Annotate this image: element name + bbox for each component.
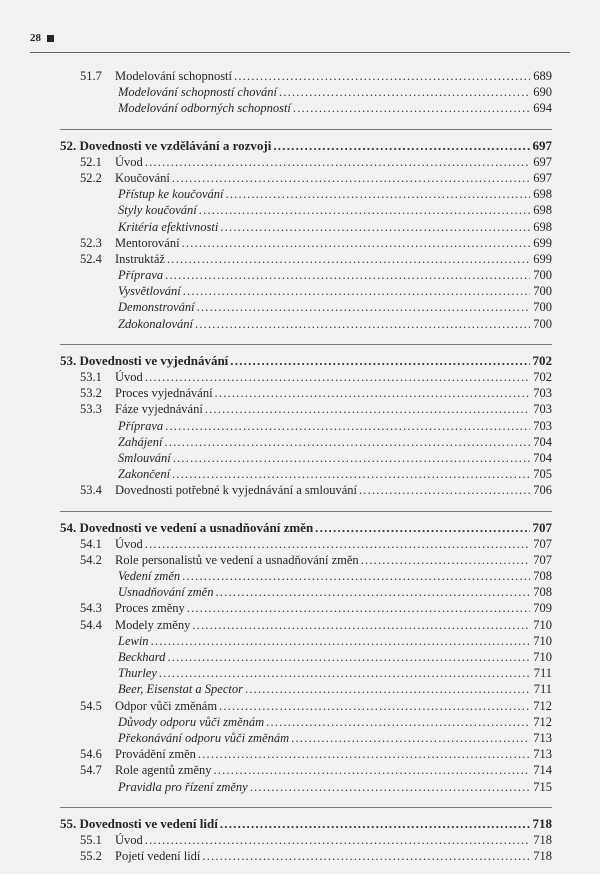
- toc-entry-55-1: [60, 832, 552, 848]
- page-ref: 707: [533, 552, 552, 567]
- page-ref: 690: [533, 85, 552, 100]
- entry-title: Beckhard: [118, 650, 166, 664]
- page-ref: 703: [533, 418, 552, 433]
- dot-leader: [199, 202, 530, 218]
- toc-subentry: [60, 568, 552, 584]
- toc-entry-54-3: [60, 600, 552, 616]
- section-number: 52.1: [80, 154, 102, 169]
- entry-title: Zahájení: [118, 434, 163, 449]
- entry-title: Smlouvání: [118, 450, 171, 465]
- section-number: 51.7: [80, 69, 102, 83]
- entry-title: Provádění změn: [115, 747, 196, 762]
- toc-subentry: [60, 186, 552, 202]
- entry-title: Zakončení: [118, 467, 171, 482]
- entry-title: Proces vyjednávání: [115, 386, 213, 401]
- page-number: 28: [30, 32, 41, 44]
- page-ref: 707: [533, 536, 552, 551]
- entry-title: Odpor vůči změnám: [115, 698, 218, 713]
- toc-subentry: [60, 434, 552, 450]
- page-ref: 705: [533, 467, 552, 482]
- page-ref: 700: [533, 300, 552, 315]
- toc-chapter-53: [60, 353, 552, 369]
- toc-subentry: [60, 418, 552, 434]
- square-marker-icon: [47, 35, 54, 42]
- page-ref: 714: [533, 763, 552, 778]
- entry-title: Důvody odporu vůči změnám: [118, 714, 265, 729]
- section-number: 53.1: [80, 370, 102, 384]
- dot-leader: [192, 617, 530, 633]
- chapter-title: 53. Dovednosti ve vyjednávání: [60, 352, 229, 368]
- toc-subentry: [60, 299, 552, 315]
- toc-subentry: [60, 633, 552, 649]
- toc-entry-51-7: [60, 68, 552, 84]
- page-ref: 700: [533, 284, 552, 299]
- chapter-number: 54.: [60, 519, 77, 535]
- page-ref: 698: [533, 187, 552, 202]
- toc-entry-53-4: [60, 482, 552, 498]
- page-ref: 710: [533, 650, 552, 664]
- page-ref: 706: [533, 483, 552, 498]
- dot-leader: [159, 665, 531, 681]
- dot-leader: [291, 730, 530, 746]
- section-number: 54.7: [80, 763, 102, 778]
- toc-subentry: [60, 649, 552, 665]
- toc-subentry: [60, 316, 552, 332]
- page-ref: 699: [533, 235, 552, 250]
- toc-entry-54-6: [60, 746, 552, 762]
- dot-leader: [279, 84, 530, 100]
- page-ref: 712: [533, 714, 552, 729]
- entry-title: Instruktáž: [115, 251, 165, 266]
- dot-leader: [182, 568, 530, 584]
- dot-leader: [219, 698, 530, 714]
- chapter-separator: [60, 344, 552, 345]
- dot-leader: [182, 235, 531, 251]
- page-ref: 711: [533, 682, 552, 697]
- page-ref: 702: [533, 370, 552, 384]
- toc-subentry: [60, 450, 552, 466]
- table-of-contents: [60, 68, 552, 864]
- toc-subentry: [60, 730, 552, 746]
- dot-leader: [172, 170, 530, 186]
- toc-entry-53-3: [60, 401, 552, 417]
- chapter-title: 55. Dovednosti ve vedení lidí: [60, 815, 218, 831]
- entry-title: Úvod: [115, 154, 143, 169]
- page-ref: 713: [533, 747, 552, 762]
- page-ref: 698: [533, 203, 552, 218]
- section-number: 54.1: [80, 536, 102, 551]
- dot-leader: [145, 832, 530, 848]
- page-ref: 718: [532, 815, 552, 831]
- entry-title: Příprava: [118, 418, 164, 433]
- chapter-separator: [60, 807, 552, 808]
- chapter-title: 52. Dovednosti ve vzdělávání a rozvoji: [60, 137, 272, 153]
- toc-subentry: [60, 100, 552, 116]
- dot-leader: [359, 482, 530, 498]
- dot-leader: [173, 450, 530, 466]
- toc-chapter-55: [60, 816, 552, 832]
- chapter-title: 54. Dovednosti ve vedení a usnadňování změn: [60, 519, 314, 535]
- entry-title: Lewin: [118, 633, 149, 648]
- toc-entry-55-2: [60, 848, 552, 864]
- dot-leader: [266, 714, 530, 730]
- dot-leader: [273, 138, 529, 154]
- dot-leader: [145, 369, 530, 385]
- page-ref: 709: [533, 601, 552, 616]
- section-number: 55.1: [80, 832, 102, 847]
- toc-entry-53-2: [60, 385, 552, 401]
- page-ref: 708: [533, 585, 552, 600]
- dot-leader: [167, 649, 530, 665]
- page-ref: 707: [532, 519, 552, 535]
- page-ref: 711: [533, 666, 552, 681]
- entry-title: Role agentů změny: [115, 763, 212, 778]
- page-ref: 710: [533, 633, 552, 648]
- dot-leader: [315, 520, 529, 536]
- section-number: 54.4: [80, 617, 102, 632]
- chapter-separator: [60, 511, 552, 512]
- entry-title: Pravidla pro řízení změny: [118, 779, 248, 794]
- dot-leader: [145, 154, 530, 170]
- dot-leader: [195, 316, 530, 332]
- dot-leader: [293, 100, 530, 116]
- section-number: 52.3: [80, 235, 102, 250]
- toc-subentry: [60, 665, 552, 681]
- dot-leader: [151, 633, 531, 649]
- dot-leader: [164, 434, 530, 450]
- section-number: 54.6: [80, 747, 102, 762]
- toc-chapter-54: [60, 520, 552, 536]
- page-ref: 710: [533, 617, 552, 632]
- page-ref: 712: [533, 698, 552, 713]
- entry-title: Pojetí vedení lidí: [115, 849, 201, 864]
- section-number: 53.2: [80, 386, 102, 401]
- entry-title: Modely změny: [115, 617, 191, 632]
- toc-entry-52-2: [60, 170, 552, 186]
- dot-leader: [214, 762, 531, 778]
- page-ref: 704: [533, 434, 552, 449]
- chapter-number: 53.: [60, 352, 77, 368]
- toc-subentry: [60, 84, 552, 100]
- page-ref: 698: [533, 219, 552, 234]
- page-header: [30, 31, 570, 51]
- page-ref: 713: [533, 730, 552, 745]
- page-ref: 700: [533, 268, 552, 283]
- toc-entry-54-7: [60, 762, 552, 778]
- page-ref: 699: [533, 251, 552, 266]
- dot-leader: [172, 466, 530, 482]
- entry-title: Kritéria efektivnosti: [118, 219, 219, 234]
- toc-entry-54-5: [60, 698, 552, 714]
- page-ref: 704: [533, 450, 552, 465]
- toc-subentry: [60, 714, 552, 730]
- entry-title: Modelování odborných schopností: [118, 101, 291, 116]
- section-number: 53.4: [80, 483, 102, 498]
- entry-title: Úvod: [115, 832, 143, 847]
- section-number: 52.4: [80, 251, 102, 266]
- entry-title: Role personalistů ve vedení a usnadňování změn: [115, 552, 359, 567]
- dot-leader: [205, 401, 530, 417]
- dot-leader: [234, 68, 530, 84]
- entry-title: Modelování schopností chování: [118, 85, 277, 100]
- entry-title: Úvod: [115, 370, 143, 384]
- page-ref: 718: [533, 849, 552, 864]
- entry-title: Proces změny: [115, 601, 185, 616]
- page-ref: 702: [532, 352, 552, 368]
- page-ref: 703: [533, 402, 552, 417]
- page-ref: 703: [533, 386, 552, 401]
- toc-entry-54-2: [60, 552, 552, 568]
- page-ref: 718: [533, 832, 552, 847]
- page-ref: 697: [533, 170, 552, 185]
- dot-leader: [167, 251, 530, 267]
- entry-title: Zdokonalování: [118, 316, 193, 331]
- section-number: 54.3: [80, 601, 102, 616]
- dot-leader: [215, 385, 531, 401]
- toc-subentry: [60, 219, 552, 235]
- section-number: 55.2: [80, 849, 102, 864]
- toc-entry-52-4: [60, 251, 552, 267]
- entry-title: Thurley: [118, 666, 157, 681]
- entry-title: Koučování: [115, 170, 170, 185]
- section-number: 53.3: [80, 402, 102, 417]
- toc-subentry: [60, 681, 552, 697]
- entry-title: Modelování schopností: [115, 69, 233, 83]
- dot-leader: [198, 746, 530, 762]
- dot-leader: [220, 816, 530, 832]
- entry-title: Překonávání odporu vůči změnám: [118, 730, 290, 745]
- chapter-separator: [60, 129, 552, 130]
- dot-leader: [145, 536, 530, 552]
- page-ref: 708: [533, 569, 552, 584]
- entry-title: Demonstrování: [118, 300, 195, 315]
- dot-leader: [230, 353, 529, 369]
- entry-title: Styly koučování: [118, 203, 197, 218]
- toc-subentry: [60, 584, 552, 600]
- section-number: 54.5: [80, 698, 102, 713]
- header-rule: [30, 52, 570, 53]
- toc-chapter-52: [60, 138, 552, 154]
- entry-title: Vedení změn: [118, 569, 181, 584]
- page-ref: 694: [533, 101, 552, 116]
- toc-subentry: [60, 779, 552, 795]
- page-ref: 697: [533, 154, 552, 169]
- entry-title: Mentorování: [115, 235, 180, 250]
- dot-leader: [226, 186, 531, 202]
- dot-leader: [250, 779, 531, 795]
- toc-subentry: [60, 283, 552, 299]
- section-number: 52.2: [80, 170, 102, 185]
- entry-title: Příprava: [118, 268, 164, 283]
- entry-title: Fáze vyjednávání: [115, 402, 203, 417]
- toc-subentry: [60, 267, 552, 283]
- entry-title: Usnadňování změn: [118, 585, 214, 600]
- dot-leader: [165, 267, 530, 283]
- toc-entry-53-1: [60, 369, 552, 385]
- toc-subentry: [60, 466, 552, 482]
- section-number: 54.2: [80, 552, 102, 567]
- chapter-number: 55.: [60, 815, 77, 831]
- page-ref: 715: [533, 779, 552, 794]
- dot-leader: [361, 552, 531, 568]
- dot-leader: [220, 219, 530, 235]
- page-ref: 697: [532, 137, 552, 153]
- toc-entry-54-4: [60, 617, 552, 633]
- entry-title: Přístup ke koučování: [118, 187, 224, 202]
- dot-leader: [187, 600, 530, 616]
- page-ref: 689: [533, 69, 552, 83]
- toc-entry-54-1: [60, 536, 552, 552]
- entry-title: Úvod: [115, 536, 143, 551]
- entry-title: Dovednosti potřebné k vyjednávání a smlouvání: [115, 483, 357, 498]
- toc-subentry: [60, 202, 552, 218]
- entry-title: Vysvětlování: [118, 284, 181, 299]
- chapter-number: 52.: [60, 137, 77, 153]
- dot-leader: [202, 848, 530, 864]
- dot-leader: [183, 283, 531, 299]
- page-ref: 700: [533, 316, 552, 331]
- toc-entry-52-3: [60, 235, 552, 251]
- dot-leader: [165, 418, 530, 434]
- entry-title: Beer, Eisenstat a Spector: [118, 682, 243, 697]
- dot-leader: [215, 584, 530, 600]
- dot-leader: [197, 299, 531, 315]
- toc-entry-52-1: [60, 154, 552, 170]
- dot-leader: [245, 681, 531, 697]
